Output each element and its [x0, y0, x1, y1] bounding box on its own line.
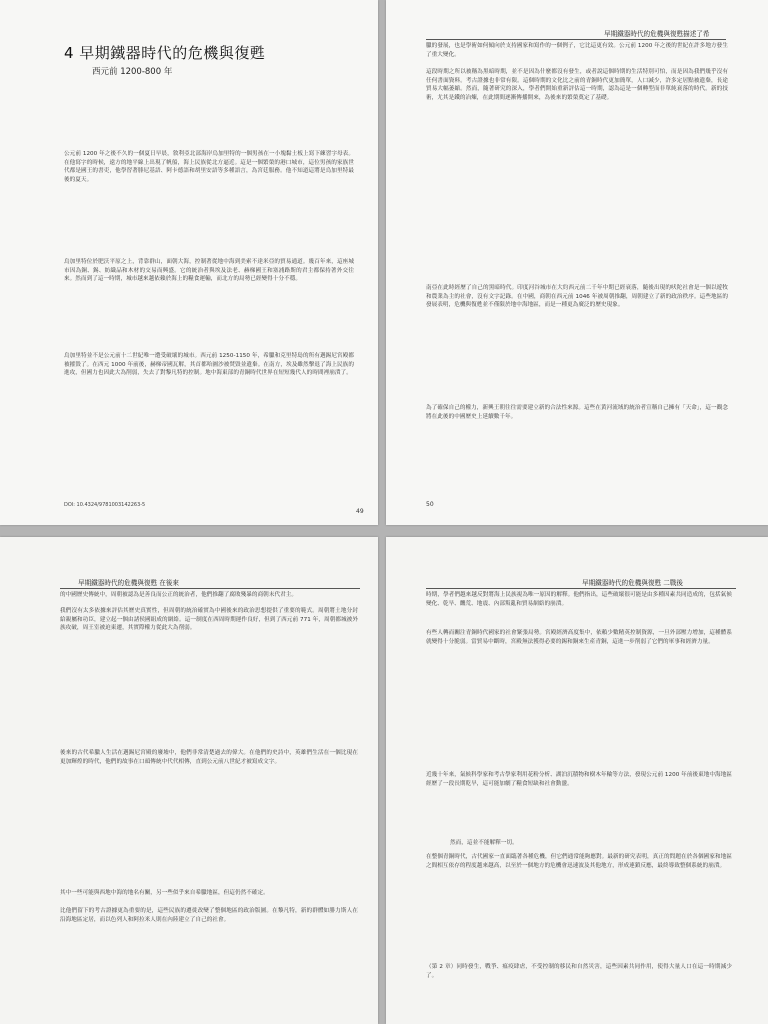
running-head: 早期鐵器時代的危機與復甦描述了希: [604, 30, 710, 38]
paragraph: 在整個青銅時代，古代國家一直面臨著各種危機，但它們通常能夠應對。最新的研究表明，真正的問題在於各個國家和地區之間相互依存的程度越來越高，以至於一個地方的危機會迅速波及其他地方，形成連鎖反應，最終導致整個系統的崩潰。: [426, 854, 732, 869]
paragraph: 其中一些可能與西地中海的地名有關，另一些似乎來自希臘地區，但這仍然不確定。: [60, 890, 269, 896]
paragraph: 為了確保自己的權力，新興王朝往往需要建立新的合法性來源。這些在黃河流域的統治者宣稱自己擁有「天命」，這一觀念將在此後的中國歷史上延續數千年。: [426, 405, 728, 420]
page-50: [386, 0, 768, 525]
paragraph: （第 2 章）同時發生，戰爭、瘟疫肆虐，不受控制的移民和自然災害，這些因素共同作用，使得大量人口在這一時期減少了。: [426, 964, 732, 979]
paragraph: 公元前 1200 年之後不久的一個夏日早晨，敘利亞北部海岸烏加里特的一個男孩在一小塊黏土板上寫下練習字母表。在他寫字的時候，遠方的地平線上出現了帆船，海上民族從北方逼近。這是一個繁榮的港口城市，這位男孩的家族世代都是國王的書吏，他學習著腓尼基語、阿卡德語和胡里安語等多種語言，為宮廷服務。他不知道這將是烏加里特最後的夏天。: [64, 151, 354, 183]
paragraph: 南亞在此時經歷了自己的黑暗時代。印度河谷城市在大約西元前二千年中期已經衰落，隨後出現的吠陀社會是一個以遊牧和農業為主的社會，沒有文字記錄。在中國，商朝在西元前 1046 年被周朝推翻，周朝建立了新的政治秩序。這些地區的發展表明，危機與復甦並不僅限於地中海地區，而是一種更為廣泛的歷史現象。: [426, 285, 728, 309]
running-head: 早期鐵器時代的危機與復甦 二戰後: [582, 579, 684, 587]
paragraph: 然而，這並不能解釋一切。: [450, 840, 518, 846]
paragraph: 這段時期之所以被稱為黑暗時期，並不是因為什麼都沒有發生，或者說這個時期的生活特別可怕，而是因為我們幾乎沒有任何書面資料。考古證據也非常有限。這個時期的文化比之前的青銅時代更加簡單，人口減少，許多定居點被遺棄，長途貿易大幅萎縮。然而，隨著研究的深入，學者們開始重新評估這一時期，認為這是一個轉型而非單純衰落的時代。新的技術，尤其是鐵的冶煉，在此期間逐漸傳播開來，為後來的繁榮奠定了基礎。: [426, 69, 728, 101]
header-rule: [60, 588, 360, 589]
page-51: [0, 537, 378, 1024]
page-number: 50: [426, 501, 434, 508]
paragraph: 烏加里特並不是公元前十二世紀唯一遭受破壞的城市。西元前 1250-1150 年，希臘和克里特島的所有邁錫尼宮殿都被摧毀了。在西元 1000 年前後，赫梯帝國瓦解，其首都哈圖沙被焚毀並遺棄。在南方，埃及雖然擊退了海上民族的進攻，但國力也因此大為削弱，失去了對黎凡特的控制。地中海東部的青銅時代世界在短短幾代人的時間裡崩潰了。: [64, 353, 354, 377]
chapter-title: 4 早期鐵器時代的危機與復甦: [64, 44, 266, 62]
doi-footer: DOI: 10.4324/9781003142263-5: [64, 502, 146, 508]
paragraph: 的中國歷史傳統中，周朝被認為是善良而公正的統治者，他們推翻了腐敗殘暴的商朝末代君主。: [60, 592, 298, 598]
header-rule: [426, 39, 726, 40]
paragraph: 後來的古代希臘人生活在邁錫尼宮殿的廢墟中，他們非常清楚過去的偉大。在他們的史詩中，英雄們生活在一個比現在更加輝煌的時代，他們的故事在口頭傳統中代代相傳，直到公元前八世紀才被寫成文字。: [60, 750, 358, 765]
paragraph: 有些人轉而關注青銅時代國家的社會緊張局勢。宮殿經濟高度集中，依賴少數精英控制資源，一旦外部壓力增加，這種體系就變得十分脆弱。當貿易中斷時，宮殿無法獲得必要的錫和銅來生產青銅，這進一步削弱了它們的軍事和經濟力量。: [426, 630, 732, 645]
header-rule: [426, 588, 736, 589]
chapter-subtitle: 西元前 1200-800 年: [92, 67, 173, 77]
page-number: 49: [356, 508, 364, 515]
paragraph: 烏加里特位於肥沃平原之上，背靠群山，面朝大海，控制著從地中海到美索不達米亞的貿易通道。幾百年來，這座城市因為銅、錫、紡織品和木材的交易而興盛。它的統治者與埃及法老、赫梯國王和塞浦路斯的君主都保持著外交往來。然而到了這一時期，城市越來越依賴於海上的糧食運輸，而北方的局勢已經變得十分不穩。: [64, 259, 354, 283]
paragraph: 比他們留下的考古證據更為重要的是，這些民族的遷徙改變了整個地區的政治版圖。在黎凡特，新的群體如腓力斯人在沿海地區定居，而以色列人和阿拉米人則在內陸建立了自己的社會。: [60, 908, 358, 923]
paragraph: 臘的發展，也是學術如何傾向於支持國家和寫作的一個例子，它比這更有效。公元前 1200 年之後的世紀在許多地方發生了重大變化。: [426, 43, 728, 58]
paragraph: 時期，學者們越來越反對將海上民族視為唯一原因的解釋。他們指出，這些破壞很可能是由多種因素共同造成的，包括氣候變化、乾旱、饑荒、地震、內部叛亂和貿易網絡的崩潰。: [426, 592, 732, 607]
running-head: 早期鐵器時代的危機與復甦 在後來: [78, 579, 180, 587]
page-52: [386, 537, 768, 1024]
paragraph: 我們沒有太多依據來評估其歷史真實性，但周朝的統治確實為中國後來的政治思想提供了重要的範式。周朝將土地分封給親屬和功臣，建立起一個由諸侯國組成的網絡。這一制度在西周時期運作良好，但到了西元前 771 年，周朝都城被外族攻破，周王室被迫東遷，其實際權力從此大為削弱。: [60, 608, 358, 632]
paragraph: 近幾十年來，氣候科學家和考古學家利用花粉分析、湖泊沉積物和樹木年輪等方法，發現公元前 1200 年前後東地中海地區經歷了一段長期乾旱，這可能加劇了糧食短缺和社會動盪。: [426, 772, 732, 787]
page-49: [0, 0, 378, 525]
